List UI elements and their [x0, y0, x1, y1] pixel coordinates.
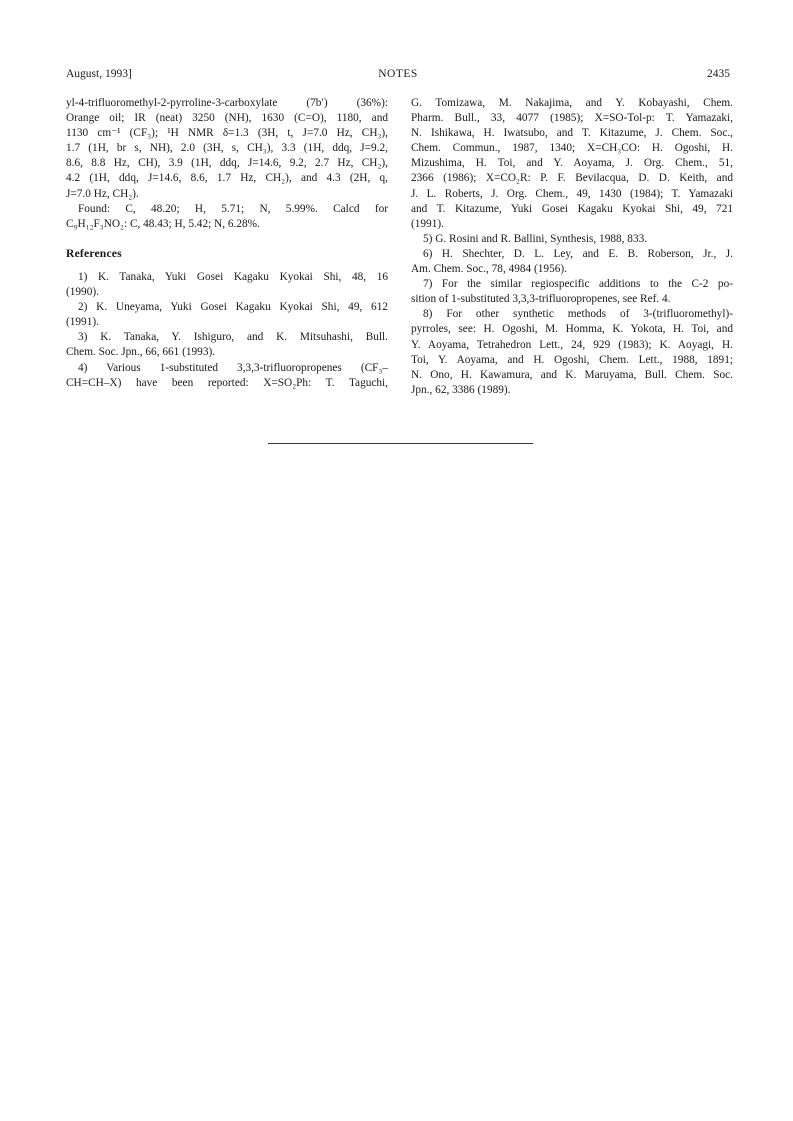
- reference-8-cont: pyrroles, see: H. Ogoshi, M. Homma, K. Yokota, H. Toi, and: [411, 323, 733, 336]
- reference-6-cont: Am. Chem. Soc., 78, 4984 (1956).: [411, 263, 567, 276]
- end-rule: [268, 443, 533, 444]
- reference-4-cont: Mizushima, H. Toi, and Y. Aoyama, J. Org. Chem., 51,: [411, 157, 733, 170]
- spectra-line: 1130 cm⁻¹ (CF₃); ¹H NMR δ=1.3 (3H, t, J=7.0 Hz, CH₃),: [66, 127, 388, 140]
- reference-1: 1) K. Tanaka, Yuki Gosei Kagaku Kyokai Shi, 48, 16: [78, 270, 388, 283]
- spectra-line: 4.2 (1H, ddq, J=14.6, 8.6, 1.7 Hz, CH₂), and 4.3 (2H, q,: [66, 172, 388, 185]
- reference-4-cont: (1991).: [411, 217, 444, 230]
- reference-7-cont: sition of 1-substituted 3,3,3-trifluoropropenes, see Ref. 4.: [411, 293, 671, 306]
- reference-3-cont: Chem. Soc. Jpn., 66, 661 (1993).: [66, 346, 216, 359]
- reference-4-cont: Chem. Commun., 1987, 1340; X=CH₃CO: H. Ogoshi, H.: [411, 142, 733, 155]
- analysis-line: C₉H₁₂F₃NO₂: C, 48.43; H, 5.42; N, 6.28%.: [66, 217, 260, 230]
- compound-name: yl-4-trifluoromethyl-2-pyrroline-3-carboxylate (7b′) (36%):: [66, 97, 388, 109]
- reference-8: 8) For other synthetic methods of 3-(trifluoromethyl)-: [423, 308, 733, 321]
- header-date: August, 1993]: [66, 68, 132, 80]
- reference-6: 6) H. Shechter, D. L. Ley, and E. B. Roberson, Jr., J.: [423, 247, 733, 260]
- reference-2-cont: (1991).: [66, 316, 99, 329]
- spectra-line: Orange oil; IR (neat) 3250 (NH), 1630 (C=O), 1180, and: [66, 112, 388, 125]
- running-header: [66, 68, 730, 84]
- left-column: [66, 96, 388, 391]
- reference-1-cont: (1990).: [66, 286, 99, 299]
- reference-4-cont: J. L. Roberts, J. Org. Chem., 49, 1430 (1984); T. Yamazaki: [411, 187, 733, 200]
- spectra-line: 8.6, 8.8 Hz, CH), 3.9 (1H, ddq, J=14.6, 9.2, 2.7 Hz, CH₂),: [66, 157, 388, 170]
- reference-3: 3) K. Tanaka, Y. Ishiguro, and K. Mitsuhashi, Bull.: [78, 331, 388, 344]
- references-heading: References: [66, 246, 122, 260]
- reference-4-cont: and T. Kitazume, Yuki Gosei Kagaku Kyokai Shi, 49, 721: [411, 202, 733, 215]
- reference-4-cont: 2366 (1986); X=CO₂R: P. F. Bevilacqua, D. D. Keith, and: [411, 172, 733, 185]
- reference-7: 7) For the similar regiospecific additions to the C-2 po-: [423, 278, 733, 291]
- reference-4-cont: N. Ishikawa, H. Iwatsubo, and T. Kitazume, J. Chem. Soc.,: [411, 127, 733, 140]
- header-section: NOTES: [378, 68, 418, 80]
- reference-8-cont: Jpn., 62, 3386 (1989).: [411, 383, 511, 396]
- reference-2: 2) K. Uneyama, Yuki Gosei Kagaku Kyokai Shi, 49, 612: [78, 301, 388, 314]
- reference-8-cont: Y. Aoyama, Tetrahedron Lett., 24, 929 (1983); K. Aoyagi, H.: [411, 338, 733, 351]
- analysis-line: Found: C, 48.20; H, 5.71; N, 5.99%. Calcd for: [78, 202, 388, 215]
- reference-4: 4) Various 1-substituted 3,3,3-trifluoropropenes (CF₃–: [78, 361, 388, 374]
- right-column: [411, 96, 733, 398]
- spectra-line: 1.7 (1H, br s, NH), 2.0 (3H, s, CH₃), 3.3 (1H, ddq, J=9.2,: [66, 142, 388, 155]
- reference-4-cont: CH=CH–X) have been reported: X=SO₂Ph: T. Taguchi,: [66, 376, 388, 389]
- reference-5: 5) G. Rosini and R. Ballini, Synthesis, 1988, 833.: [423, 232, 648, 245]
- spectra-line: J=7.0 Hz, CH₂).: [66, 187, 139, 200]
- reference-4-cont: Pharm. Bull., 33, 4077 (1985); X=SO-Tol-p: T. Yamazaki,: [411, 112, 733, 125]
- reference-8-cont: Toi, Y. Aoyama, and H. Ogoshi, Chem. Lett., 1988, 1891;: [411, 353, 733, 366]
- page-number: 2435: [707, 68, 730, 80]
- reference-8-cont: N. Ono, H. Kawamura, and K. Maruyama, Bull. Chem. Soc.: [411, 368, 733, 381]
- reference-4-cont: G. Tomizawa, M. Nakajima, and Y. Kobayashi, Chem.: [411, 97, 733, 109]
